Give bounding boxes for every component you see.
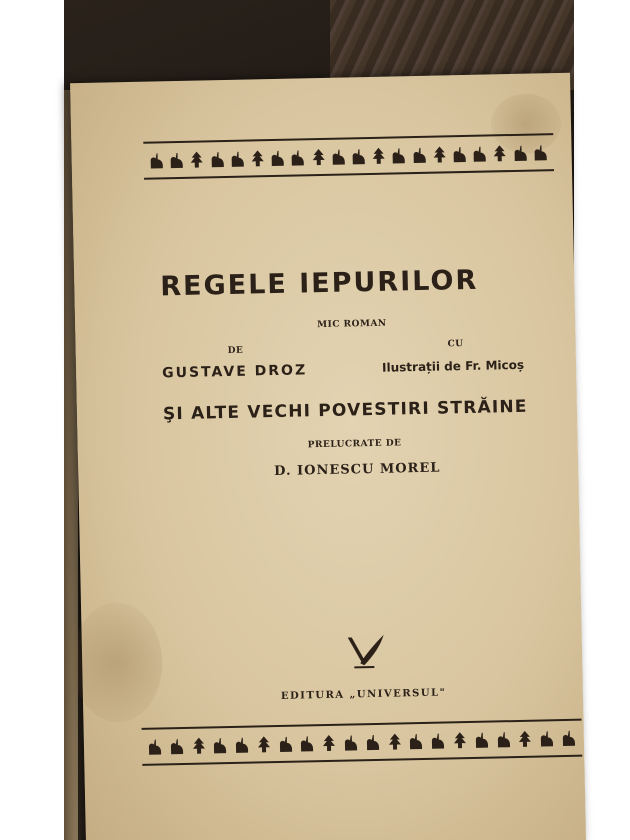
tree-icon bbox=[430, 145, 448, 163]
illustrator-credit: Ilustrații de Fr. Micoș bbox=[381, 357, 525, 375]
rabbit-icon bbox=[390, 146, 408, 164]
rabbit-icon bbox=[410, 146, 428, 164]
by-label: DE bbox=[227, 345, 244, 356]
rabbit-icon bbox=[233, 736, 251, 754]
rabbit-icon bbox=[538, 729, 556, 747]
rabbit-icon bbox=[228, 150, 246, 168]
border-rule bbox=[143, 133, 553, 144]
tree-icon bbox=[385, 732, 403, 750]
rabbit-icon bbox=[472, 731, 490, 749]
rabbit-icon bbox=[269, 149, 287, 167]
rabbit-icon bbox=[168, 737, 186, 755]
rabbit-icon bbox=[364, 733, 382, 751]
rabbit-icon bbox=[531, 143, 549, 161]
tree-icon bbox=[491, 144, 509, 162]
border-motif-row bbox=[146, 728, 578, 757]
publisher-name: EDITURA „UNIVERSUL" bbox=[280, 687, 447, 702]
rabbit-icon bbox=[168, 151, 186, 169]
rabbit-icon bbox=[471, 144, 489, 162]
adapter-name: D. IONESCU MOREL bbox=[274, 460, 441, 480]
border-motif-row bbox=[147, 142, 549, 170]
rabbit-icon bbox=[511, 144, 529, 162]
tree-icon bbox=[255, 735, 273, 753]
top-ornamental-border bbox=[143, 133, 554, 180]
rabbit-icon bbox=[289, 148, 307, 166]
rabbit-icon bbox=[146, 737, 164, 755]
tree-icon bbox=[320, 734, 338, 752]
rabbit-icon bbox=[211, 736, 229, 754]
tree-icon bbox=[309, 148, 327, 166]
rabbit-icon bbox=[560, 729, 578, 747]
border-rule bbox=[144, 169, 554, 180]
tree-icon bbox=[188, 150, 206, 168]
rabbit-icon bbox=[429, 731, 447, 749]
rabbit-icon bbox=[494, 730, 512, 748]
adapted-label: PRELUCRATE DE bbox=[307, 438, 402, 451]
author-name: GUSTAVE DROZ bbox=[161, 362, 308, 382]
with-label: CU bbox=[447, 339, 464, 350]
tree-icon bbox=[189, 737, 207, 755]
rabbit-icon bbox=[342, 733, 360, 751]
paper-stain bbox=[71, 601, 163, 723]
rabbit-icon bbox=[329, 147, 347, 165]
tree-icon bbox=[451, 731, 469, 749]
genre-label: MIC ROMAN bbox=[317, 318, 387, 331]
book-subtitle: ŞI ALTE VECHI POVESTIRI STRĂINE bbox=[162, 396, 528, 425]
book-title: REGELE IEPURILOR bbox=[160, 264, 479, 303]
tree-icon bbox=[248, 149, 266, 167]
quill-logo-icon bbox=[344, 633, 387, 674]
border-rule bbox=[142, 755, 582, 766]
bottom-ornamental-border bbox=[142, 719, 583, 766]
tree-icon bbox=[370, 147, 388, 165]
rabbit-icon bbox=[148, 151, 166, 169]
rabbit-icon bbox=[208, 150, 226, 168]
rabbit-icon bbox=[450, 145, 468, 163]
rabbit-icon bbox=[349, 147, 367, 165]
rabbit-icon bbox=[276, 735, 294, 753]
book-title-page bbox=[70, 73, 586, 840]
tree-icon bbox=[516, 730, 534, 748]
rabbit-icon bbox=[407, 732, 425, 750]
rabbit-icon bbox=[298, 734, 316, 752]
